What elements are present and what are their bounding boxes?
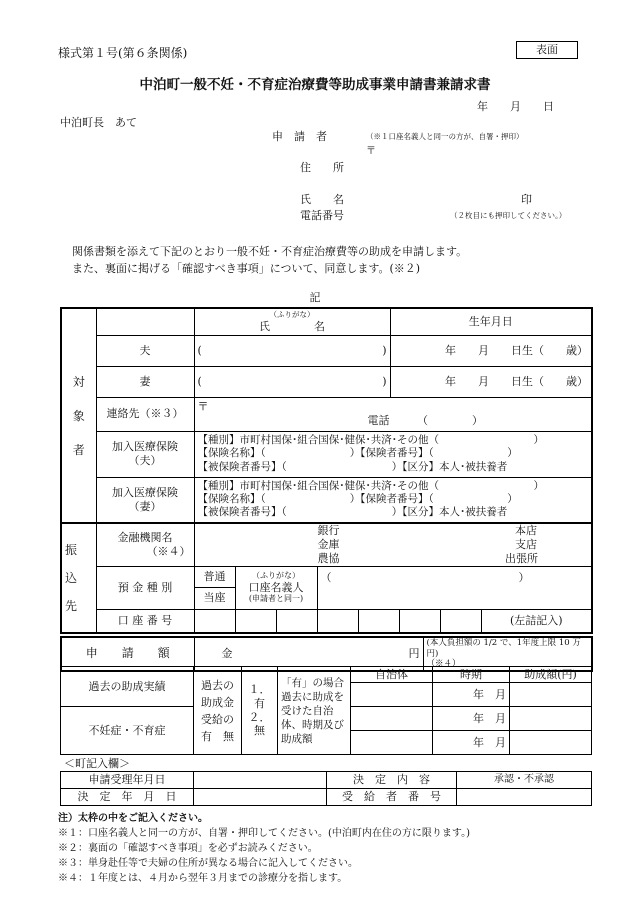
deposit-type-label: 預 金 種 別 [96, 566, 194, 609]
amount-field[interactable]: 金 円 [194, 637, 423, 671]
period-cell-2[interactable]: 年 月 [433, 707, 510, 731]
account-digit-3[interactable] [276, 609, 317, 633]
transfer-section-label: 振 込 先 [61, 523, 96, 633]
note-0: 注）太枠の中をご記入ください。 [58, 813, 208, 824]
account-holder-label: （ふりがな） 口座名義人 (申請者と同一) [235, 566, 317, 609]
note-3: ※３：単身赴任等で夫婦の住所が異なる場合に記入してください。 [58, 858, 358, 869]
applicant-note: （※１口座名義人と同一の方が、自署・押印） [366, 132, 524, 141]
target-section-label: 対 象 者 [61, 308, 96, 523]
husband-label: 夫 [96, 335, 194, 366]
bank-field[interactable]: 銀行 金庫 農協 本店 支店 出張所 [194, 523, 592, 566]
target-table [60, 307, 593, 524]
husband-birth-field[interactable]: 年 月 日生（ 歳） [390, 335, 592, 366]
applicant-label: 申 請 者 [272, 130, 327, 143]
account-digit-4[interactable] [317, 609, 358, 633]
account-digit-7[interactable] [440, 609, 481, 633]
header-empty-cell [96, 308, 194, 335]
town-section-label: ＜町記入欄＞ [64, 757, 130, 770]
town-table [60, 771, 592, 806]
period-cell-3[interactable]: 年 月 [433, 731, 510, 755]
yes-no-options[interactable]: １．有 ２．無 [242, 667, 278, 755]
addressee: 中泊町長 あて [60, 116, 137, 129]
wife-label: 妻 [96, 366, 194, 397]
account-digit-1[interactable] [194, 609, 235, 633]
receipt-date-field [194, 772, 327, 789]
col-amount: 助成額(円) [510, 667, 592, 683]
payee-number-field [457, 789, 592, 806]
decision-date-field [194, 789, 327, 806]
decision-content-label: 決 定 内 容 [327, 772, 457, 789]
account-number-label: 口 座 番 号 [96, 609, 194, 633]
bank-label: 金融機関名 （※４） [96, 523, 194, 566]
if-yes-label: 「有」の場合 過去に助成を 受けた自治 体、時期及び 助成額 [278, 667, 351, 755]
amount-cell-2[interactable] [510, 707, 592, 731]
wife-name-field[interactable]: ( ) [194, 366, 390, 397]
wife-birth-field[interactable]: 年 月 日生（ 歳） [390, 366, 592, 397]
name-header: （ふりがな） 氏 名 [194, 308, 390, 335]
municipality-cell-3[interactable] [351, 731, 433, 755]
amount-label: 申 請 額 [61, 637, 194, 671]
birth-header: 生年月日 [390, 308, 592, 335]
intro-line-2: また、裏面に掲げる「確認すべき事項」について、同意します。(※２) [72, 262, 421, 275]
deposit-type-options[interactable]: 普通 当座 [194, 566, 235, 609]
ki-mark: 記 [309, 291, 321, 304]
decision-content-value: 承認・不承認 [457, 772, 592, 789]
husband-name-field[interactable]: ( ) [194, 335, 390, 366]
wife-insurance-label: 加入医療保険 （妻） [96, 477, 194, 523]
name-label: 氏 名 [300, 193, 344, 206]
account-digit-2[interactable] [235, 609, 276, 633]
past-results-label: 過去の助成実績 [61, 667, 194, 707]
account-digit-5[interactable] [358, 609, 399, 633]
intro-line-1: 関係書類を添えて下記のとおり一般不妊・不育症治療費等の助成を申請します。 [72, 245, 468, 258]
address-label: 住 所 [300, 161, 344, 174]
amount-cell-3[interactable] [510, 731, 592, 755]
municipality-cell-1[interactable] [351, 683, 433, 707]
amount-cell-1[interactable] [510, 683, 592, 707]
contact-label: 連絡先（※３） [96, 397, 194, 431]
postal-mark: 〒 [366, 146, 376, 157]
received-label: 過去の 助成金 受給の 有 無 [194, 667, 242, 755]
page-title: 中泊町一般不妊・不育症治療費等助成事業申請書兼請求書 [139, 77, 491, 93]
col-period: 時期 [433, 667, 510, 683]
note-4: ※４：１年度とは、４月から翌年３月までの診療分を指します。 [58, 873, 348, 884]
receipt-date-label: 申請受理年月日 [61, 772, 194, 789]
infertility-label: 不妊症・不育症 [61, 707, 194, 755]
side-label: 表面 [516, 41, 578, 59]
contact-field[interactable]: 〒 電話 （ ） [194, 397, 592, 431]
wife-insurance-field[interactable]: 【種別】市町村国保･組合国保･健保･共済･その他（ ） 【保険名称】（ ）【保険者番号】（ ） 【被保険者番号】（ ）【区分】本人･被扶養者 [194, 477, 592, 523]
phone-label: 電話番号 [300, 209, 344, 222]
husband-insurance-field[interactable]: 【種別】市町村国保･組合国保･健保･共済･その他（ ） 【保険名称】（ ）【保険者番号】（ ） 【被保険者番号】（ ）【区分】本人･被扶養者 [194, 431, 592, 477]
husband-insurance-label: 加入医療保険 （夫） [96, 431, 194, 477]
transfer-table [60, 522, 593, 634]
account-holder-field[interactable]: （ ） [317, 566, 592, 609]
account-digit-6[interactable] [399, 609, 440, 633]
municipality-cell-2[interactable] [351, 707, 433, 731]
note-2: ※２：裏面の「確認すべき事項」を必ずお読みください。 [58, 843, 318, 854]
phone-note: （２枚目にも押印してください。） [450, 211, 567, 220]
seal-mark: 印 [521, 193, 532, 206]
amount-note: (本人負担額の 1/2 で、1年度上限 10 万円) （※４） [423, 637, 592, 671]
date-label: 年 月 日 [477, 100, 554, 113]
notes [58, 811, 470, 886]
decision-date-label: 決 定 年 月 日 [61, 789, 194, 806]
period-cell-1[interactable]: 年 月 [433, 683, 510, 707]
history-table [60, 666, 592, 755]
form-number: 様式第１号(第６条関係) [58, 46, 188, 60]
payee-number-label: 受 給 者 番 号 [327, 789, 457, 806]
note-1: ※１：口座名義人と同一の方が、自署・押印してください。(中泊町内在住の方に限ります。) [58, 828, 471, 839]
account-note: (左詰記入) [481, 609, 592, 633]
col-municipality: 自治体 [351, 667, 433, 683]
